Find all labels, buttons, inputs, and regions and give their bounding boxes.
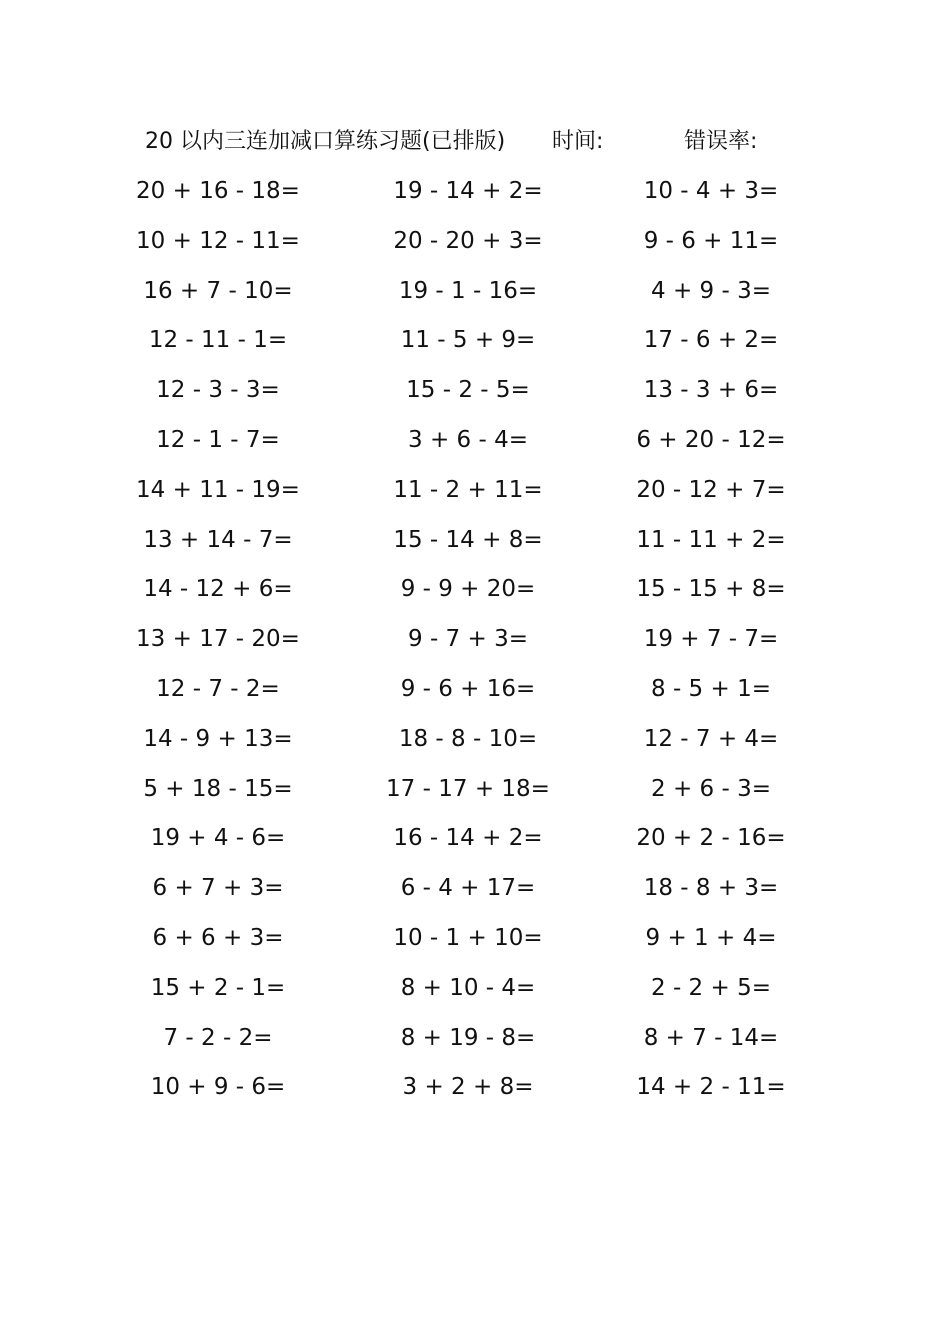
problem-grid (0, 174, 950, 1120)
problem-row (0, 1021, 950, 1071)
problem-row (0, 473, 950, 523)
math-problem: 20 + 2 - 16= (636, 825, 786, 852)
problem-row (0, 622, 950, 672)
math-problem: 14 - 9 + 13= (143, 725, 293, 752)
math-problem: 6 + 7 + 3= (152, 875, 284, 902)
math-problem: 12 - 11 - 1= (148, 327, 288, 354)
math-problem: 16 - 14 + 2= (393, 825, 543, 852)
math-problem: 15 - 2 - 5= (406, 377, 530, 404)
math-problem: 14 + 2 - 11= (636, 1074, 786, 1101)
math-problem: 2 + 6 - 3= (651, 775, 771, 802)
math-problem: 15 + 2 - 1= (150, 974, 286, 1001)
math-problem: 6 + 6 + 3= (152, 924, 284, 951)
math-problem: 11 - 2 + 11= (393, 476, 543, 503)
math-problem: 10 - 4 + 3= (643, 178, 779, 204)
error-rate-label: 错误率: (684, 129, 758, 154)
problem-row (0, 672, 950, 722)
math-problem: 14 - 12 + 6= (143, 576, 293, 603)
math-problem: 8 - 5 + 1= (651, 675, 771, 702)
problem-row (0, 722, 950, 772)
math-problem: 17 - 17 + 18= (386, 775, 550, 802)
problem-row (0, 423, 950, 473)
math-problem: 10 - 1 + 10= (393, 924, 543, 951)
math-problem: 9 + 1 + 4= (645, 924, 777, 951)
math-problem: 11 - 5 + 9= (400, 327, 536, 354)
math-problem: 12 - 7 + 4= (643, 725, 779, 752)
worksheet-title: 20 以内三连加减口算练习题(已排版) (145, 129, 506, 154)
math-problem: 8 + 19 - 8= (400, 1024, 536, 1051)
math-problem: 2 - 2 + 5= (651, 974, 771, 1001)
math-problem: 8 + 7 - 14= (643, 1024, 779, 1051)
problem-row (0, 274, 950, 324)
math-problem: 3 + 6 - 4= (408, 426, 528, 453)
problem-row (0, 224, 950, 274)
problem-row (0, 772, 950, 822)
math-problem: 18 - 8 - 10= (398, 725, 538, 752)
math-problem: 18 - 8 + 3= (643, 875, 779, 902)
math-problem: 6 - 4 + 17= (400, 875, 536, 902)
math-problem: 3 + 2 + 8= (402, 1074, 534, 1101)
problem-row (0, 323, 950, 373)
problem-row (0, 971, 950, 1021)
problem-row (0, 174, 950, 224)
math-problem: 17 - 6 + 2= (643, 327, 779, 354)
math-problem: 9 - 7 + 3= (408, 626, 528, 653)
math-problem: 13 + 17 - 20= (136, 626, 300, 653)
math-problem: 19 - 1 - 16= (398, 277, 538, 304)
math-problem: 7 - 2 - 2= (163, 1024, 273, 1051)
math-problem: 19 + 4 - 6= (150, 825, 286, 852)
time-label: 时间: (552, 129, 604, 154)
problem-row (0, 821, 950, 871)
worksheet-header (0, 125, 950, 159)
math-problem: 13 + 14 - 7= (143, 526, 293, 553)
math-problem: 15 - 15 + 8= (636, 576, 786, 603)
math-problem: 10 + 9 - 6= (150, 1074, 286, 1101)
math-problem: 4 + 9 - 3= (651, 277, 771, 304)
math-problem: 12 - 7 - 2= (156, 675, 280, 702)
math-problem: 12 - 3 - 3= (156, 377, 280, 404)
math-problem: 19 - 14 + 2= (393, 178, 543, 204)
problem-row (0, 921, 950, 971)
math-problem: 20 - 20 + 3= (393, 227, 543, 254)
problem-row (0, 1070, 950, 1120)
math-problem: 15 - 14 + 8= (393, 526, 543, 553)
math-problem: 12 - 1 - 7= (156, 426, 280, 453)
math-problem: 10 + 12 - 11= (136, 227, 300, 254)
math-problem: 11 - 11 + 2= (636, 526, 786, 553)
math-problem: 20 - 12 + 7= (636, 476, 786, 503)
math-problem: 9 - 6 + 11= (643, 227, 779, 254)
math-problem: 9 - 9 + 20= (400, 576, 536, 603)
math-problem: 8 + 10 - 4= (400, 974, 536, 1001)
math-problem: 19 + 7 - 7= (643, 626, 779, 653)
problem-row (0, 572, 950, 622)
math-problem: 5 + 18 - 15= (143, 775, 293, 802)
problem-row (0, 523, 950, 573)
math-problem: 16 + 7 - 10= (143, 277, 293, 304)
math-problem: 20 + 16 - 18= (136, 178, 300, 204)
math-problem: 6 + 20 - 12= (636, 426, 786, 453)
math-problem: 13 - 3 + 6= (643, 377, 779, 404)
problem-row (0, 373, 950, 423)
math-problem: 14 + 11 - 19= (136, 476, 300, 503)
math-problem: 9 - 6 + 16= (400, 675, 536, 702)
problem-row (0, 871, 950, 921)
